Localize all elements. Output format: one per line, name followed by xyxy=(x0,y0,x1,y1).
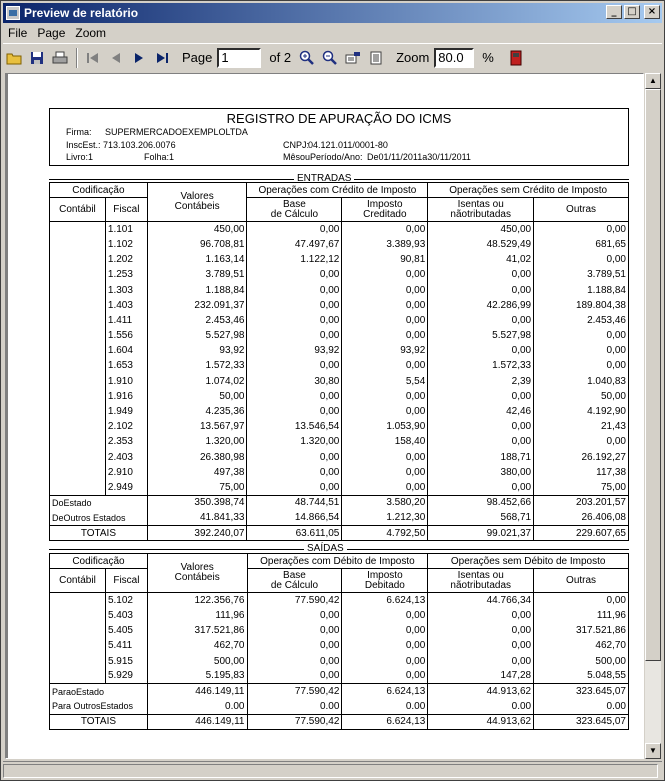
report-header xyxy=(49,108,629,166)
zoom-label: Zoom xyxy=(396,50,430,65)
table-row xyxy=(50,434,629,449)
cfop-cell: 1.403 xyxy=(105,298,147,313)
value-cell: 30,80 xyxy=(247,374,342,389)
table-row xyxy=(50,465,629,480)
insc-value: 713.103.206.0076 xyxy=(103,140,176,150)
value-cell: 0,00 xyxy=(534,358,629,373)
value-cell: 2.453,46 xyxy=(147,313,247,328)
value-cell: 13.567,97 xyxy=(147,419,247,434)
value-cell: 0,00 xyxy=(247,298,342,313)
value-cell: 41,02 xyxy=(428,252,534,267)
summary-value: 3.580,20 xyxy=(342,495,428,510)
outras-header: Outras xyxy=(534,569,629,593)
value-cell: 48.529,49 xyxy=(428,237,534,252)
summary-value: 44.913,62 xyxy=(428,684,534,699)
value-cell: 500,00 xyxy=(534,653,629,668)
cfop-cell: 5.929 xyxy=(105,669,147,684)
totals-row xyxy=(50,525,629,540)
cfop-cell: 2.403 xyxy=(105,450,147,465)
summary-value: 6.624,13 xyxy=(342,684,428,699)
summary-value: 350.398,74 xyxy=(147,495,247,510)
summary-value: 14.866,54 xyxy=(247,510,342,525)
maximize-button[interactable]: □ xyxy=(624,5,640,19)
valores-header: Valores Contábeis xyxy=(147,183,247,222)
value-cell: 0,00 xyxy=(342,298,428,313)
value-cell: 5,54 xyxy=(342,374,428,389)
cfop-cell: 1.202 xyxy=(105,252,147,267)
totals-row xyxy=(50,714,629,729)
value-cell: 5.527,98 xyxy=(147,328,247,343)
status-panel xyxy=(3,764,658,778)
value-cell: 0,00 xyxy=(247,267,342,282)
value-cell: 0,00 xyxy=(247,282,342,297)
imposto-header: Imposto Creditado xyxy=(342,198,428,222)
totals-value: 44.913,62 xyxy=(428,714,534,729)
table-row xyxy=(50,404,629,419)
value-cell: 93,92 xyxy=(247,343,342,358)
value-cell: 0,00 xyxy=(342,389,428,404)
summary-value: 0.00 xyxy=(534,699,629,714)
folha: Folha:1 xyxy=(144,152,175,162)
value-cell: 0,00 xyxy=(247,222,342,237)
value-cell: 47.497,67 xyxy=(247,237,342,252)
summary-row xyxy=(50,510,629,525)
value-cell: 3.789,51 xyxy=(534,267,629,282)
codificacao-header: Codificação xyxy=(50,183,148,198)
value-cell: 0,00 xyxy=(342,267,428,282)
table-row xyxy=(50,419,629,434)
value-cell: 317.521,86 xyxy=(534,623,629,638)
table-row xyxy=(50,313,629,328)
totals-value: 77.590,42 xyxy=(247,714,342,729)
totals-value: 99.021,37 xyxy=(428,525,534,540)
table-row xyxy=(50,358,629,373)
cfop-cell: 2.949 xyxy=(105,480,147,495)
totals-label: TOTAIS xyxy=(50,525,148,540)
table-row xyxy=(50,252,629,267)
close-button[interactable]: × xyxy=(644,5,660,19)
value-cell: 0,00 xyxy=(534,593,629,608)
summary-value: 26.406,08 xyxy=(534,510,629,525)
value-cell: 0,00 xyxy=(247,653,342,668)
title-bar[interactable] xyxy=(3,3,662,23)
value-cell: 117,38 xyxy=(534,465,629,480)
value-cell: 26.192,27 xyxy=(534,450,629,465)
value-cell: 0,00 xyxy=(247,465,342,480)
value-cell: 0,00 xyxy=(247,608,342,623)
report-title: REGISTRO DE APURAÇÃO DO ICMS xyxy=(226,111,452,126)
value-cell: 50,00 xyxy=(147,389,247,404)
value-cell: 0,00 xyxy=(534,222,629,237)
op-debito-header: Operações com Débito de Imposto xyxy=(247,554,428,569)
value-cell: 1.122,12 xyxy=(247,252,342,267)
value-cell: 6.624,13 xyxy=(342,593,428,608)
value-cell: 0,00 xyxy=(428,623,534,638)
value-cell: 0,00 xyxy=(342,282,428,297)
value-cell: 0,00 xyxy=(342,465,428,480)
zoom-unit: % xyxy=(482,50,494,65)
value-cell: 1.074,02 xyxy=(147,374,247,389)
table-row xyxy=(50,374,629,389)
value-cell: 3.789,51 xyxy=(147,267,247,282)
value-cell: 0,00 xyxy=(534,434,629,449)
value-cell: 500,00 xyxy=(147,653,247,668)
value-cell: 111,96 xyxy=(534,608,629,623)
contabil-header: Contábil xyxy=(50,198,106,222)
value-cell: 0,00 xyxy=(428,608,534,623)
summary-row xyxy=(50,699,629,714)
value-cell: 26.380,98 xyxy=(147,450,247,465)
summary-label: DeOutros Estados xyxy=(50,510,148,525)
print-icon[interactable] xyxy=(49,47,71,69)
window-title: Preview de relatório xyxy=(24,6,139,20)
cfop-cell: 5.102 xyxy=(105,593,147,608)
value-cell: 77.590,42 xyxy=(247,593,342,608)
value-cell: 42,46 xyxy=(428,404,534,419)
isentas-header: Isentas ou nãotributadas xyxy=(428,569,534,593)
summary-value: 98.452,66 xyxy=(428,495,534,510)
scroll-thumb[interactable] xyxy=(645,89,661,661)
value-cell: 0,00 xyxy=(247,638,342,653)
preview-area xyxy=(5,73,644,759)
value-cell: 0,00 xyxy=(342,480,428,495)
summary-value: 48.744,51 xyxy=(247,495,342,510)
summary-value: 1.212,30 xyxy=(342,510,428,525)
value-cell: 96.708,81 xyxy=(147,237,247,252)
value-cell: 4.192,90 xyxy=(534,404,629,419)
entradas-title: ENTRADAS xyxy=(294,173,354,184)
value-cell: 0,00 xyxy=(342,404,428,419)
value-cell: 158,40 xyxy=(342,434,428,449)
value-cell: 1.320,00 xyxy=(247,434,342,449)
value-cell: 0,00 xyxy=(342,222,428,237)
value-cell: 1.163,14 xyxy=(147,252,247,267)
last-page-icon[interactable] xyxy=(151,47,173,69)
cfop-cell: 2.102 xyxy=(105,419,147,434)
value-cell: 2.453,46 xyxy=(534,313,629,328)
toolbar xyxy=(3,43,662,71)
summary-value: 0.00 xyxy=(147,699,247,714)
value-cell: 462,70 xyxy=(534,638,629,653)
zoom-in-icon[interactable] xyxy=(296,47,318,69)
value-cell: 0,00 xyxy=(342,638,428,653)
zoom-out-icon[interactable] xyxy=(319,47,341,69)
value-cell: 0,00 xyxy=(342,653,428,668)
table-row xyxy=(50,653,629,668)
contabil-cell xyxy=(50,593,106,684)
cfop-cell: 1.303 xyxy=(105,282,147,297)
app-icon xyxy=(6,6,20,20)
table-row xyxy=(50,608,629,623)
contabil-cell xyxy=(50,222,106,495)
value-cell: 5.527,98 xyxy=(428,328,534,343)
value-cell: 21,43 xyxy=(534,419,629,434)
value-cell: 232.091,37 xyxy=(147,298,247,313)
isentas-header: Isentas ou nãotributadas xyxy=(428,198,534,222)
value-cell: 1.040,83 xyxy=(534,374,629,389)
value-cell: 0,00 xyxy=(428,343,534,358)
value-cell: 5.195,83 xyxy=(147,669,247,684)
table-row xyxy=(50,328,629,343)
value-cell: 5.048,55 xyxy=(534,669,629,684)
first-page-icon[interactable] xyxy=(82,47,104,69)
value-cell: 0,00 xyxy=(247,328,342,343)
cfop-cell: 5.403 xyxy=(105,608,147,623)
value-cell: 0,00 xyxy=(247,450,342,465)
table-row xyxy=(50,267,629,282)
value-cell: 462,70 xyxy=(147,638,247,653)
value-cell: 0,00 xyxy=(428,389,534,404)
cnpj-value: 04.121.011/0001-80 xyxy=(308,140,388,150)
cfop-cell: 2.353 xyxy=(105,434,147,449)
value-cell: 93,92 xyxy=(147,343,247,358)
vertical-scrollbar[interactable] xyxy=(645,73,661,759)
livro: Livro:1 xyxy=(66,152,94,162)
value-cell: 0,00 xyxy=(247,669,342,684)
value-cell: 0,00 xyxy=(534,343,629,358)
summary-label: ParaoEstado xyxy=(50,684,148,699)
valores-header: Valores Contábeis xyxy=(147,554,247,593)
cfop-cell: 5.411 xyxy=(105,638,147,653)
page-input[interactable] xyxy=(217,48,261,68)
cfop-cell: 1.556 xyxy=(105,328,147,343)
table-row xyxy=(50,237,629,252)
value-cell: 0,00 xyxy=(342,358,428,373)
value-cell: 4.235,36 xyxy=(147,404,247,419)
value-cell: 681,65 xyxy=(534,237,629,252)
save-icon[interactable] xyxy=(26,47,48,69)
value-cell: 3.389,93 xyxy=(342,237,428,252)
value-cell: 0,00 xyxy=(342,608,428,623)
value-cell: 0,00 xyxy=(428,434,534,449)
cfop-cell: 1.916 xyxy=(105,389,147,404)
table-row xyxy=(50,389,629,404)
value-cell: 0,00 xyxy=(428,638,534,653)
value-cell: 189.804,38 xyxy=(534,298,629,313)
cnpj-label: CNPJ: xyxy=(283,140,310,150)
value-cell: 0,00 xyxy=(534,328,629,343)
summary-value: 446.149,11 xyxy=(147,684,247,699)
summary-value: 0.00 xyxy=(428,699,534,714)
totals-label: TOTAIS xyxy=(50,714,148,729)
table-row xyxy=(50,282,629,297)
page-width-icon[interactable] xyxy=(342,47,364,69)
menu-zoom[interactable]: Zoom xyxy=(75,26,107,40)
summary-row xyxy=(50,495,629,510)
value-cell: 1.053,90 xyxy=(342,419,428,434)
value-cell: 90,81 xyxy=(342,252,428,267)
value-cell: 0,00 xyxy=(342,623,428,638)
base-header: Base de Cálculo xyxy=(247,198,342,222)
op-sem-credito-header: Operações sem Crédito de Imposto xyxy=(428,183,629,198)
value-cell: 0,00 xyxy=(247,313,342,328)
report-page xyxy=(8,74,643,759)
menu-bar xyxy=(3,24,111,42)
totals-value: 63.611,05 xyxy=(247,525,342,540)
value-cell: 0,00 xyxy=(247,358,342,373)
cfop-cell: 1.411 xyxy=(105,313,147,328)
totals-value: 4.792,50 xyxy=(342,525,428,540)
page-of-label: of 2 xyxy=(269,50,292,65)
scroll-up-button[interactable]: ▲ xyxy=(645,73,661,89)
value-cell: 0,00 xyxy=(428,419,534,434)
table-row xyxy=(50,343,629,358)
op-sem-debito-header: Operações sem Débito de Imposto xyxy=(428,554,629,569)
scroll-down-button[interactable]: ▼ xyxy=(645,743,661,759)
value-cell: 0,00 xyxy=(534,252,629,267)
value-cell: 75,00 xyxy=(534,480,629,495)
value-cell: 0,00 xyxy=(247,623,342,638)
summary-label: Para OutrosEstados xyxy=(50,699,148,714)
value-cell: 0,00 xyxy=(428,480,534,495)
menu-page[interactable]: Page xyxy=(37,26,66,40)
cfop-cell: 2.910 xyxy=(105,465,147,480)
value-cell: 450,00 xyxy=(428,222,534,237)
value-cell: 0,00 xyxy=(342,328,428,343)
value-cell: 1.188,84 xyxy=(147,282,247,297)
value-cell: 450,00 xyxy=(147,222,247,237)
cfop-cell: 1.604 xyxy=(105,343,147,358)
insc-label: InscEst.: xyxy=(66,140,101,150)
cfop-cell: 1.102 xyxy=(105,237,147,252)
value-cell: 2,39 xyxy=(428,374,534,389)
firma-label: Firma: xyxy=(66,127,92,137)
entradas-table xyxy=(49,182,629,541)
base-header: Base de Cálculo xyxy=(247,569,342,593)
periodo-label: MêsouPeríodo/Ano: xyxy=(283,152,363,162)
minimize-button[interactable]: _ xyxy=(606,5,622,19)
previous-page-icon[interactable] xyxy=(105,47,127,69)
value-cell: 0,00 xyxy=(428,313,534,328)
summary-value: 323.645,07 xyxy=(534,684,629,699)
totals-value: 392.240,07 xyxy=(147,525,247,540)
saidas-table xyxy=(49,553,629,730)
table-row xyxy=(50,638,629,653)
summary-value: 568,71 xyxy=(428,510,534,525)
summary-value: 203.201,57 xyxy=(534,495,629,510)
table-row xyxy=(50,623,629,638)
value-cell: 0,00 xyxy=(428,653,534,668)
fiscal-header: Fiscal xyxy=(105,569,147,593)
value-cell: 0,00 xyxy=(247,480,342,495)
value-cell: 1.320,00 xyxy=(147,434,247,449)
table-row xyxy=(50,450,629,465)
next-page-icon[interactable] xyxy=(128,47,150,69)
table-row xyxy=(50,593,629,608)
value-cell: 122.356,76 xyxy=(147,593,247,608)
value-cell: 0,00 xyxy=(428,267,534,282)
value-cell: 1.188,84 xyxy=(534,282,629,297)
value-cell: 0,00 xyxy=(342,669,428,684)
totals-value: 323.645,07 xyxy=(534,714,629,729)
cfop-cell: 1.949 xyxy=(105,404,147,419)
value-cell: 44.766,34 xyxy=(428,593,534,608)
exit-icon[interactable] xyxy=(505,47,527,69)
value-cell: 497,38 xyxy=(147,465,247,480)
cfop-cell: 1.101 xyxy=(105,222,147,237)
value-cell: 42.286,99 xyxy=(428,298,534,313)
value-cell: 50,00 xyxy=(534,389,629,404)
summary-value: 0.00 xyxy=(247,699,342,714)
value-cell: 380,00 xyxy=(428,465,534,480)
value-cell: 1.572,33 xyxy=(147,358,247,373)
summary-label: DoEstado xyxy=(50,495,148,510)
summary-row xyxy=(50,684,629,699)
cfop-cell: 1.910 xyxy=(105,374,147,389)
totals-value: 229.607,65 xyxy=(534,525,629,540)
periodo-value: De01/11/2011a30/11/2011 xyxy=(367,152,471,162)
codificacao-header: Codificação xyxy=(50,554,148,569)
value-cell: 93,92 xyxy=(342,343,428,358)
value-cell: 1.572,33 xyxy=(428,358,534,373)
summary-value: 41.841,33 xyxy=(147,510,247,525)
table-row xyxy=(50,298,629,313)
summary-value: 0.00 xyxy=(342,699,428,714)
open-folder-icon[interactable] xyxy=(3,47,25,69)
firma-value: SUPERMERCADOEXEMPLOLTDA xyxy=(105,127,248,137)
whole-page-icon[interactable] xyxy=(365,47,387,69)
value-cell: 0,00 xyxy=(247,404,342,419)
table-row xyxy=(50,669,629,684)
value-cell: 0,00 xyxy=(247,389,342,404)
value-cell: 0,00 xyxy=(342,450,428,465)
contabil-header: Contábil xyxy=(50,569,106,593)
summary-value: 77.590,42 xyxy=(247,684,342,699)
value-cell: 0,00 xyxy=(342,313,428,328)
imposto-header: Imposto Debitado xyxy=(342,569,428,593)
value-cell: 317.521,86 xyxy=(147,623,247,638)
cfop-cell: 1.653 xyxy=(105,358,147,373)
value-cell: 0,00 xyxy=(428,282,534,297)
totals-value: 6.624,13 xyxy=(342,714,428,729)
totals-value: 446.149,11 xyxy=(147,714,247,729)
value-cell: 147,28 xyxy=(428,669,534,684)
table-row xyxy=(50,222,629,237)
page-label: Page xyxy=(182,50,213,65)
fiscal-header: Fiscal xyxy=(105,198,147,222)
outras-header: Outras xyxy=(534,198,629,222)
value-cell: 111,96 xyxy=(147,608,247,623)
op-credito-header: Operações com Crédito de Imposto xyxy=(247,183,428,198)
cfop-cell: 5.405 xyxy=(105,623,147,638)
saidas-title: SAÍDAS xyxy=(304,543,347,554)
status-bar xyxy=(3,761,662,779)
value-cell: 13.546,54 xyxy=(247,419,342,434)
value-cell: 188,71 xyxy=(428,450,534,465)
table-row xyxy=(50,480,629,495)
cfop-cell: 5.915 xyxy=(105,653,147,668)
zoom-input[interactable] xyxy=(434,48,474,68)
cfop-cell: 1.253 xyxy=(105,267,147,282)
menu-file[interactable]: File xyxy=(8,26,28,40)
value-cell: 75,00 xyxy=(147,480,247,495)
